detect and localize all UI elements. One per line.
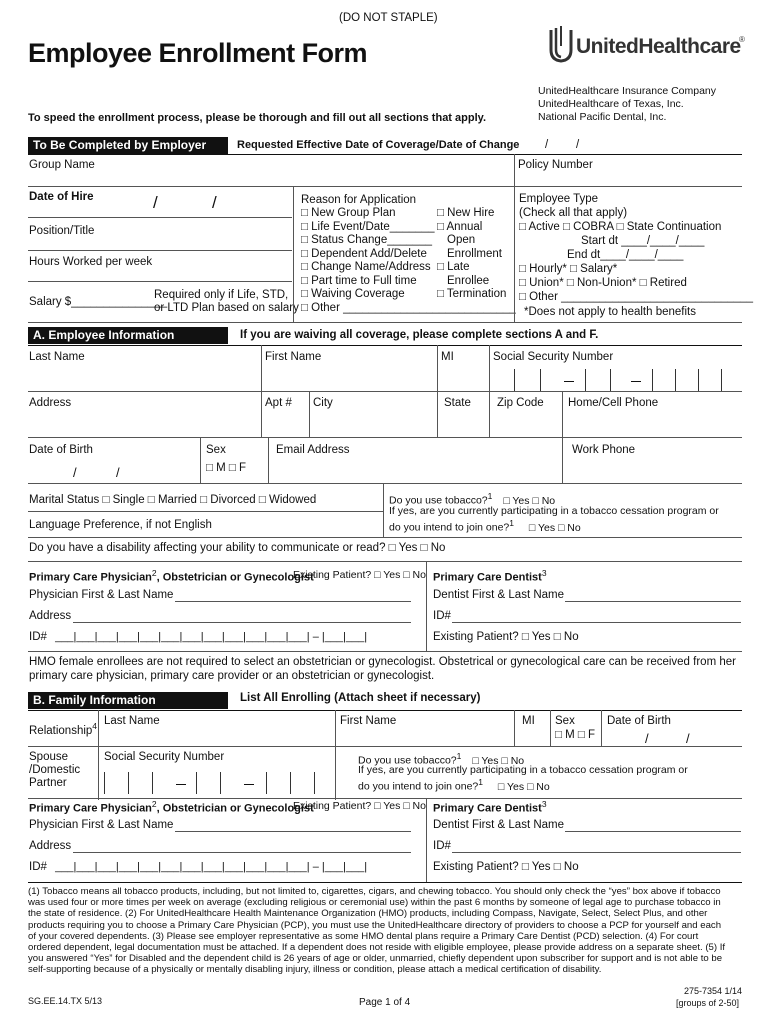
b-last-name-label: Last Name [104,715,160,727]
groups-note: [groups of 2-50] [676,998,740,1008]
b-mi-label: MI [522,715,535,727]
dentist-id-a-line[interactable] [452,622,741,623]
dob-label: Date of Birth [29,444,93,456]
state-label: State [444,397,471,409]
sex-label: Sex [206,444,226,456]
doc-number: 275-7354 1/14 [684,986,743,996]
cessation-line-1: If yes, are you currently participating in a tobacco cessation program or [389,505,719,517]
effective-date-slash-2: / [576,139,580,151]
dentist-id-b-label: ID# [433,840,451,852]
b-tobacco-options[interactable]: □ Yes □ No [472,754,525,767]
b-ssn-label: Social Security Number [104,751,225,763]
physician-address-b-line[interactable] [73,852,411,853]
dob-slash-2: / [116,465,120,480]
pcp-title-b-text: Primary Care Physician [29,802,152,815]
reason-annual-enrollment: Enrollment [447,248,502,260]
reason-annual-open: Open [447,234,476,246]
reason-part-time[interactable]: □ Part time to Full time [301,275,417,287]
dentist-title-a [433,569,547,584]
physician-name-b-line[interactable] [175,831,411,832]
pcp-title-a-text: Primary Care Physician [29,571,152,584]
dentist-title-b [433,800,547,815]
section-b-title: B. Family Information [33,693,156,707]
first-name-label: First Name [265,351,322,363]
marital-status[interactable]: Marital Status □ Single □ Married □ Divorced □ Widowed [29,494,317,506]
emp-type-end-dt[interactable]: End dt____/____/____ [567,249,684,261]
cessation-sup: 1 [509,518,514,528]
relationship-sup: 4 [92,721,98,731]
brand-logo-icon [548,26,574,64]
position-label: Position/Title [29,225,95,237]
effective-date-slash-1: / [545,139,549,151]
b-sex-label: Sex [555,715,575,727]
dentist-id-b-line[interactable] [452,852,741,853]
emp-type-hourly[interactable]: □ Hourly* □ Salary* [519,263,618,275]
page-title: Employee Enrollment Form [28,38,368,68]
salary-field[interactable]: Salary $_______________ [29,296,168,308]
pcp-title-b-sup: 2 [151,799,157,809]
reason-dependent[interactable]: □ Dependent Add/Delete [301,248,427,260]
b-tobacco-question-text: Do you use tobacco? [358,754,457,767]
address-label: Address [29,397,72,409]
reason-life-event[interactable]: □ Life Event/Date_______ [301,221,435,233]
section-a-note: If you are waiving all coverage, please complete sections A and F. [240,329,599,341]
dentist-id-a-label: ID# [433,610,451,622]
cessation-options[interactable]: □ Yes □ No [528,521,581,534]
reason-new-group[interactable]: □ New Group Plan [301,207,396,219]
pcp-title-b [29,800,314,815]
email-label: Email Address [276,444,350,456]
b-first-name-label: First Name [340,715,397,727]
group-name-label: Group Name [29,159,95,171]
dob-slash-1: / [73,465,77,480]
existing-patient-dentist-a[interactable]: Existing Patient? □ Yes □ No [433,631,579,643]
existing-patient-dentist-b[interactable]: Existing Patient? □ Yes □ No [433,861,579,873]
hire-slash-2: / [212,193,217,212]
reason-late-enrollee: Enrollee [447,275,490,287]
hours-label: Hours Worked per week [29,256,153,268]
instruction: To speed the enrollment process, please be thorough and fill out all sections that apply. [28,112,486,124]
hmo-note-1: HMO female enrollees are not required to select an obstetrician or gynecologist. Obstetrical or gynecological care can be received from her [29,656,736,668]
dentist-name-a-label: Dentist First & Last Name [433,589,565,601]
reason-change-name[interactable]: □ Change Name/Address [301,261,431,273]
b-sex-options[interactable]: □ M □ F [555,729,596,741]
company-1: UnitedHealthcare Insurance Company [538,85,717,97]
physician-address-a-line[interactable] [73,622,411,623]
ssn-label: Social Security Number [493,351,614,363]
language-label: Language Preference, if not English [29,519,212,531]
tobacco-question-text: Do you use tobacco? [389,494,488,507]
emp-type-start-dt[interactable]: Start dt ____/____/____ [581,235,705,247]
existing-patient-pcp-b[interactable]: Existing Patient? □ Yes □ No [293,800,426,812]
footnote-line-4: products requiring you to choose a Primary Care Physician (PCP), you must use the UnitedHealthcare directory of providers to choose a PCP for yourself and each [28,919,722,931]
zip-label: Zip Code [497,397,544,409]
company-2: UnitedHealthcare of Texas, Inc. [538,98,684,110]
reason-new-hire[interactable]: □ New Hire [437,207,495,219]
spouse-label-1: Spouse [29,751,69,763]
physician-name-a-label: Physician First & Last Name [29,589,174,601]
spouse-label-2: /Domestic [29,764,81,776]
salary-required-1: Required only if Life, STD, [154,289,289,301]
physician-id-b [29,862,367,874]
b-cessation-line-2: do you intend to join one? [358,780,479,793]
physician-address-b-label: Address [29,840,72,852]
physician-id-a [29,632,367,644]
reason-title: Reason for Application [301,194,417,206]
brand-name: UnitedHealthcare [576,35,741,58]
dentist-name-b-label: Dentist First & Last Name [433,819,565,831]
pcp-title-a-sup: 2 [151,568,157,578]
b-tobacco-question-sup: 1 [456,751,462,761]
sex-options[interactable]: □ M □ F [206,462,247,474]
reason-late[interactable]: □ Late [437,261,470,273]
dentist-title-b-sup: 3 [541,799,547,809]
policy-number-label: Policy Number [518,159,593,171]
b-cessation-sup: 1 [478,777,483,787]
brand-registered-mark: ® [739,35,745,44]
b-dob-slash-1: / [645,731,649,746]
dentist-name-b-line[interactable] [565,831,741,832]
employer-bar-title: To Be Completed by Employer [33,138,207,152]
reason-status-change[interactable]: □ Status Change_______ [301,234,432,246]
footnotes [28,886,746,976]
spouse-label-3: Partner [29,777,67,789]
date-of-hire-label: Date of Hire [29,191,94,203]
emp-type-sub: (Check all that apply) [519,207,628,219]
cessation-line-2: do you intend to join one? [389,521,510,534]
salary-required-2: or LTD Plan based on salary [154,302,299,314]
work-phone-label: Work Phone [572,444,636,456]
dentist-title-b-text: Primary Care Dentist [433,802,542,815]
tobacco-question-sup: 1 [487,491,493,501]
reason-waiving[interactable]: □ Waiving Coverage [301,288,405,300]
last-name-label: Last Name [29,351,85,363]
cessation-question [389,519,581,533]
physician-id-b-label: ID# [29,861,47,873]
footnote-line-5: of your covered dependents. (3) Please see employer representative as some HMO dental plans require a Primary Care Dentist (PCD) selection. (4) For court [28,930,699,942]
footnote-line-1: (1) Tobacco means all tobacco products, including, but not limited to, cigarettes, cigars, and chewing tobacco. You should only check the “yes” box above if tobacco [28,886,721,897]
b-dob-slash-2: / [686,731,690,746]
physician-address-a-label: Address [29,610,72,622]
physician-name-a-line[interactable] [175,601,411,602]
footnote-line-7: you answered “Yes” for Disabled and the dependent child is 26 years of age or older, unmarried, chiefly dependent upon subscriber for support and is not able to be [28,953,723,965]
apt-label: Apt # [265,397,292,409]
footnote-line-8: self-supporting because of a physically or mentally disabling injury, illness or condition, please attach a medical certification of disability. [28,964,602,976]
b-dob-label: Date of Birth [607,715,671,727]
dentist-name-a-line[interactable] [565,601,741,602]
pcp-title-a-rest: , Obstetrician or Gynecologist [156,571,314,584]
existing-patient-pcp-a[interactable]: Existing Patient? □ Yes □ No [293,569,426,581]
hmo-note-2: primary care physician, primary care provider or an obstetrician or gynecologist. [29,670,435,682]
dentist-title-a-text: Primary Care Dentist [433,571,542,584]
section-b-note: List All Enrolling (Attach sheet if necessary) [240,692,481,704]
hire-slash-1: / [153,193,158,212]
tobacco-question [389,492,555,506]
emp-type-other[interactable]: □ Other ______________________________ [519,291,753,303]
disability-question[interactable]: Do you have a disability affecting your ability to communicate or read? □ Yes □ No [29,542,446,554]
pcp-title-a [29,569,314,584]
physician-id-a-label: ID# [29,631,47,643]
tobacco-options[interactable]: □ Yes □ No [503,494,556,507]
physician-name-b-label: Physician First & Last Name [29,819,174,831]
page-number: Page 1 of 4 [359,997,411,1008]
pcp-title-b-rest: , Obstetrician or Gynecologist [156,802,314,815]
reason-termination[interactable]: □ Termination [437,288,507,300]
section-a-title: A. Employee Information [33,328,175,342]
emp-type-note: *Does not apply to health benefits [524,306,696,318]
effective-date-label: Requested Effective Date of Coverage/Date of Change [237,139,520,151]
dentist-title-a-sup: 3 [541,568,547,578]
b-cessation-line-1: If yes, are you currently participating in a tobacco cessation program or [358,764,688,776]
physician-id-a-boxes[interactable]: ___|___|___|___|___|___|___|___|___|___|___|___| – |___|___| [55,631,368,643]
footnote-line-3: the state of residence. (2) For UnitedHealthcare Health Maintenance Organization (HMO) products, including Compass, Navigate, Select, Select Plus, and other [28,908,708,920]
do-not-staple: (DO NOT STAPLE) [339,12,438,24]
home-phone-label: Home/Cell Phone [568,397,659,409]
footnote-line-2: was used four or more times per week on average (excluding religious or ceremonial use) within the past 6 months by someone of legal age to purchase tobacco in [28,897,721,909]
emp-type-title: Employee Type [519,193,599,205]
b-cessation-question [358,778,550,792]
relationship-label: Relationship [29,724,93,737]
footnote-line-6: ordered dependent, legal documentation must be attached. If a dependent does not reside with eligible employee, please provide address on a separate sheet. (5) If [28,942,726,954]
reason-other[interactable]: □ Other ___________________________ [301,302,516,314]
reason-annual[interactable]: □ Annual [437,221,483,233]
physician-id-b-boxes[interactable]: ___|___|___|___|___|___|___|___|___|___|___|___| – |___|___| [55,861,368,873]
company-3: National Pacific Dental, Inc. [538,111,667,123]
emp-type-active-cobra[interactable]: □ Active □ COBRA □ State Continuation [519,221,722,233]
mi-label: MI [441,351,454,363]
b-cessation-options[interactable]: □ Yes □ No [497,780,550,793]
emp-type-union[interactable]: □ Union* □ Non-Union* □ Retired [519,277,687,289]
city-label: City [313,397,333,409]
form-code: SG.EE.14.TX 5/13 [28,996,103,1006]
